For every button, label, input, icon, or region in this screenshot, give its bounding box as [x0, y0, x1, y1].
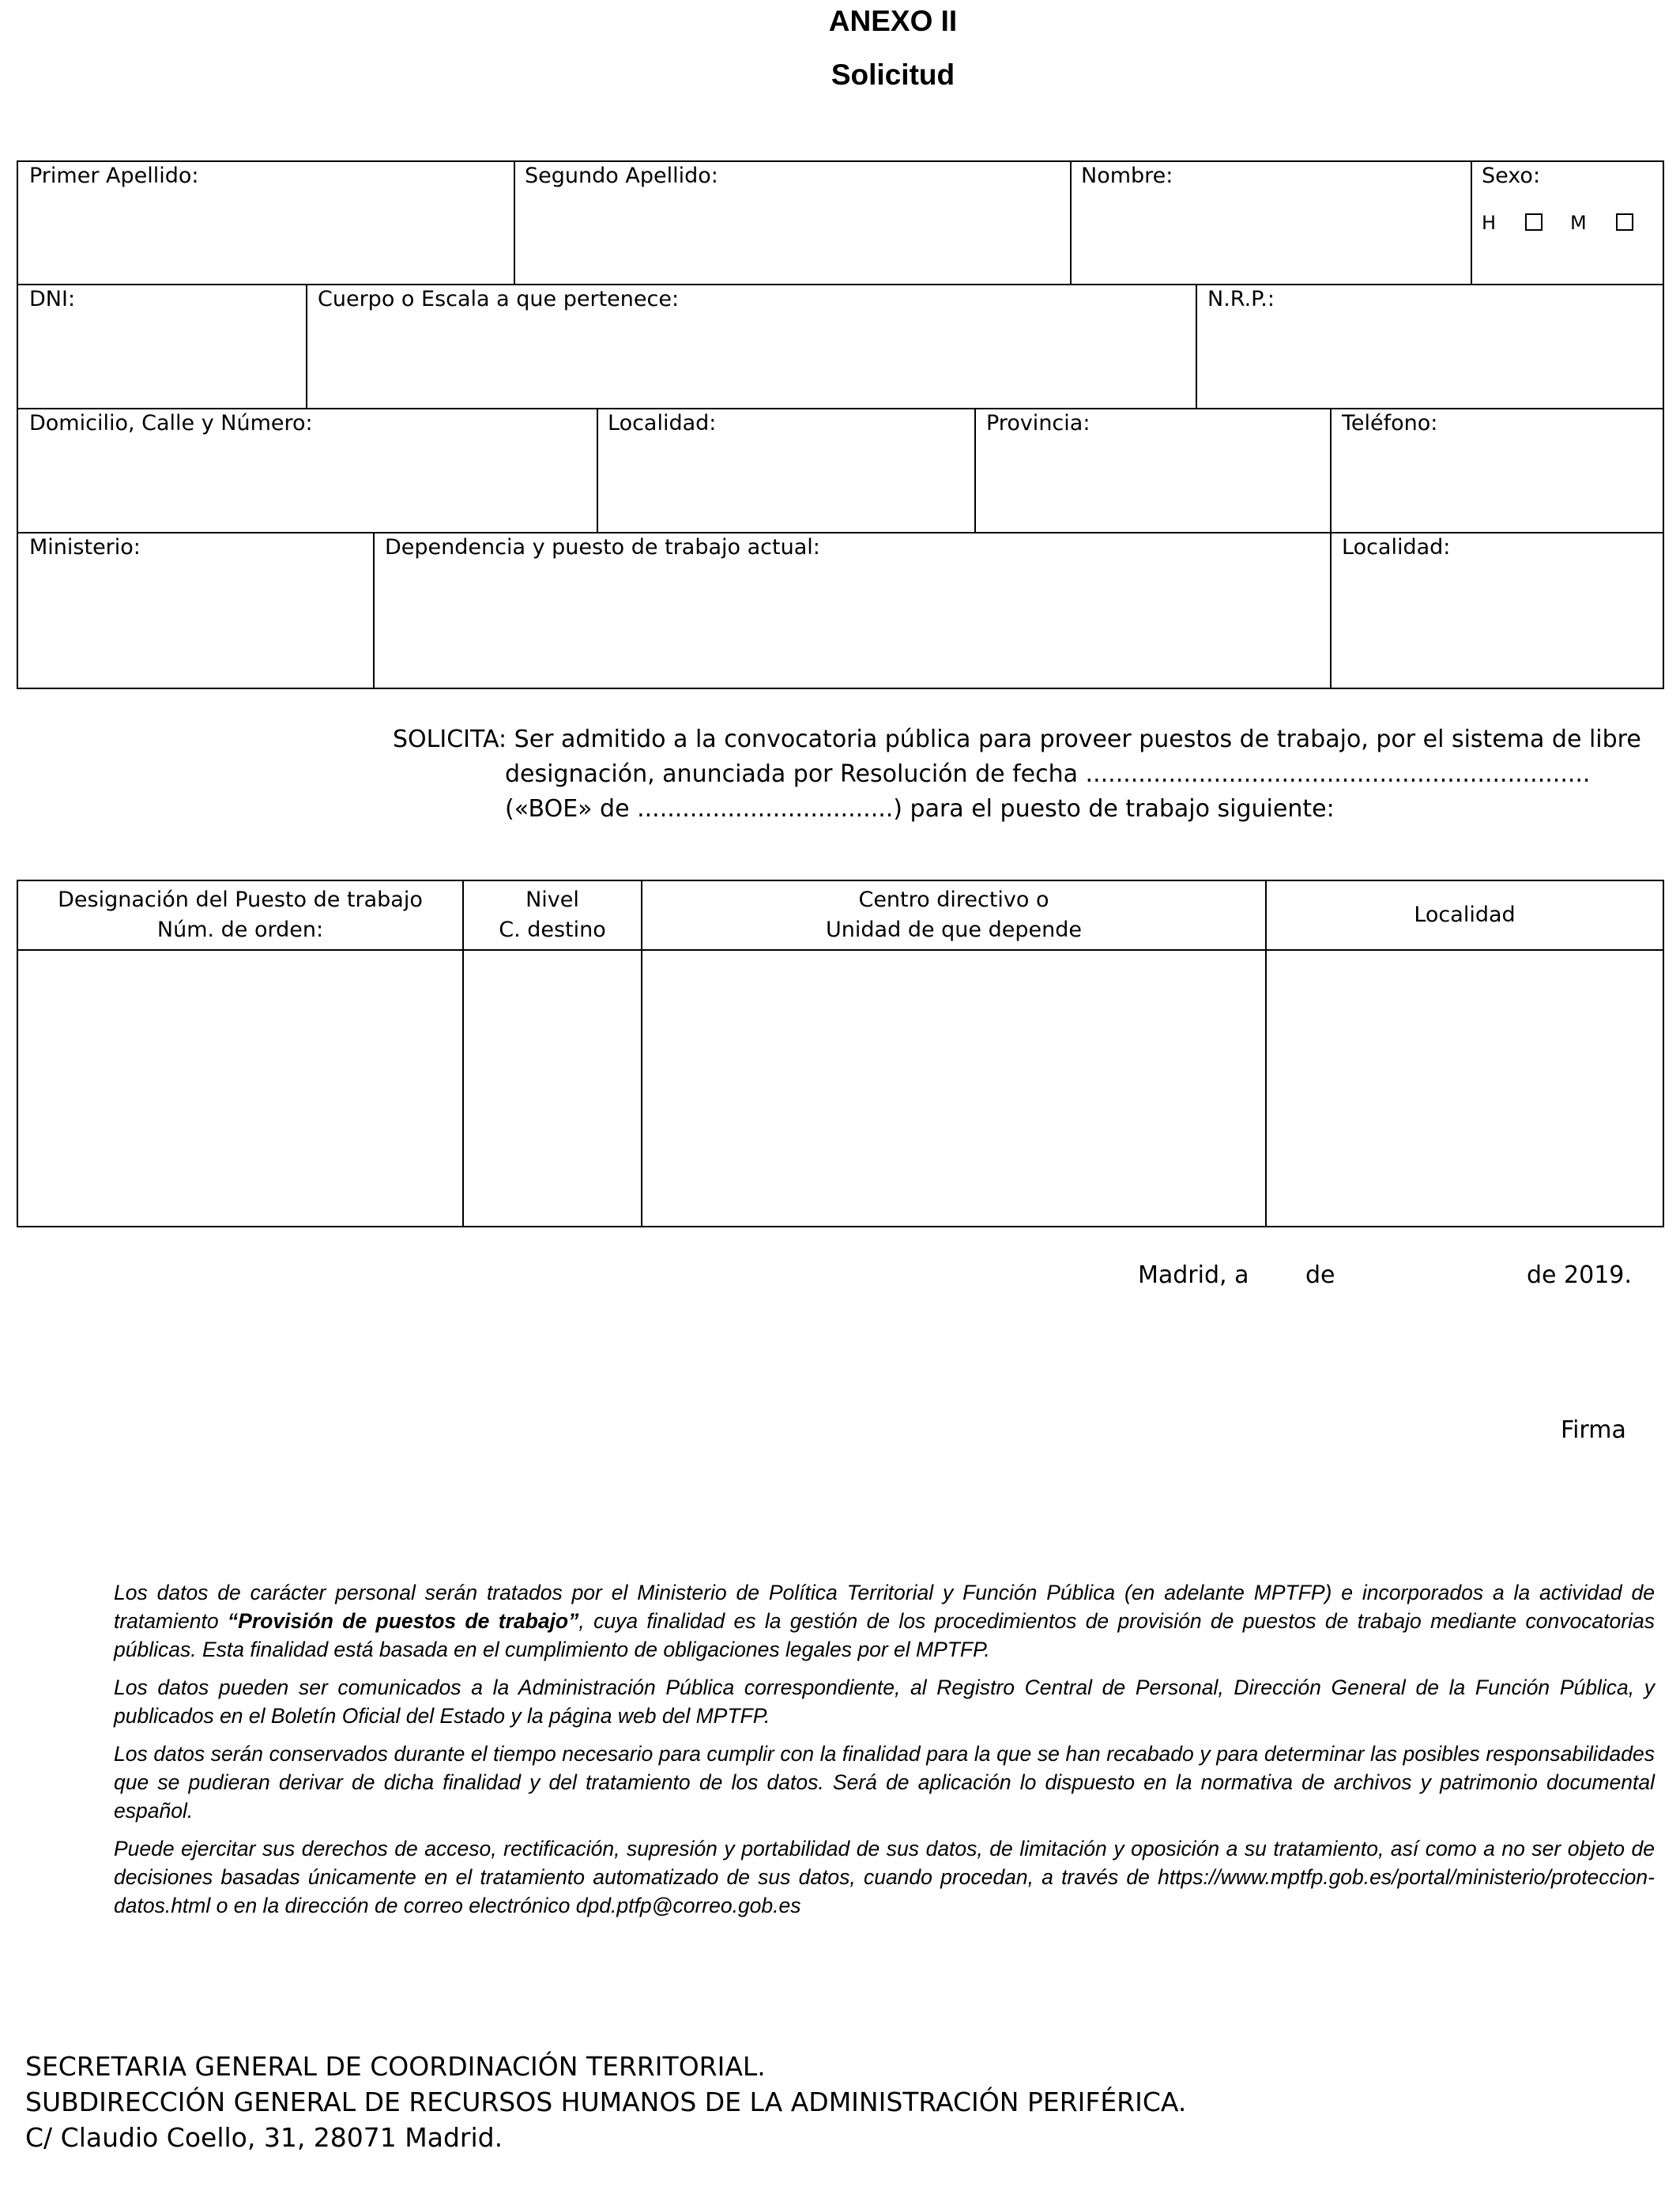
domicilio-field[interactable]: Domicilio, Calle y Número:: [29, 411, 313, 435]
col-divider: [514, 160, 515, 285]
solicita-line-1: SOLICITA: Ser admitido a la convocatoria pública para proveer puestos de trabajo, por el sistema de libre: [393, 726, 1641, 753]
privacy-p1-text-b: , cuya finalidad es la gestión de los procedimientos de provisión de puestos de trabajo mediante convocatorias públicas. Esta finalidad está basada en el cumplimiento de obligaciones legales por el MPTFP.: [114, 1609, 1655, 1661]
cell-centro[interactable]: [642, 951, 1265, 1226]
col-divider: [1471, 160, 1472, 285]
ministerio-field[interactable]: Ministerio:: [29, 535, 141, 560]
privacy-paragraph-4: Puede ejercitar sus derechos de acceso, rectificación, supresión y portabilidad de sus datos, de limitación y oposición a su tratamiento, así como a no ser objeto de decisiones basadas únicamente en el tratamiento automatizado de sus datos, cuando procedan, a través de https://www.mptfp.gob.es/portal/ministerio/proteccion-datos.html o en la dirección de correo electrónico dpd.ptfp@correo.gob.es: [114, 1837, 1655, 1917]
localidad-actual-field[interactable]: Localidad:: [1342, 535, 1451, 560]
privacy-p1-text-a: Los datos de carácter personal serán tratados por el Ministerio de Política Territorial y Función Pública (en adelante MPTFP) e incorporados a la actividad de tratamiento: [114, 1581, 1655, 1633]
col-divider: [1070, 160, 1072, 285]
row-divider: [17, 532, 1664, 533]
col-divider: [1330, 408, 1332, 533]
primer-apellido-field[interactable]: Primer Apellido:: [29, 164, 199, 188]
col1-line1: Designación del Puesto de trabajo: [58, 888, 423, 912]
privacy-paragraph-3: Los datos serán conservados durante el tiempo necesario para cumplir con la finalidad para la que se han recabado y para determinar las posibles responsabilidades que se pudieran derivar de dicha finalidad y del tratamiento de los datos. Será de aplicación lo dispuesto en la normativa de archivos y patrimonio documental español.: [114, 1742, 1655, 1823]
col-header-centro: [642, 885, 1265, 945]
solicita-line-2: designación, anunciada por Resolución de fecha ...................................................................: [505, 760, 1591, 788]
footer-line-3: C/ Claudio Coello, 31, 28071 Madrid.: [25, 2122, 503, 2153]
checkbox-m[interactable]: [1616, 213, 1633, 231]
date-de-label: de: [1305, 1261, 1335, 1289]
provincia-field[interactable]: Provincia:: [986, 411, 1090, 435]
privacy-notice: [114, 1578, 1655, 1929]
nombre-field[interactable]: Nombre:: [1081, 164, 1173, 188]
footer-line-1: SECRETARIA GENERAL DE COORDINACIÓN TERRITORIAL.: [25, 2051, 766, 2082]
place-date-label: Madrid, a: [1138, 1261, 1249, 1289]
page-title: Solicitud: [831, 58, 955, 91]
footer-line-2: SUBDIRECCIÓN GENERAL DE RECURSOS HUMANOS DE LA ADMINISTRACIÓN PERIFÉRICA.: [25, 2087, 1187, 2117]
segundo-apellido-field[interactable]: Segundo Apellido:: [525, 164, 718, 188]
row-divider: [17, 408, 1664, 409]
col-header-nivel: [464, 885, 641, 945]
col-divider: [597, 408, 598, 533]
sexo-m-option[interactable]: [1570, 212, 1633, 234]
dependencia-field[interactable]: Dependencia y puesto de trabajo actual:: [385, 535, 820, 560]
col-header-localidad: Localidad: [1414, 903, 1516, 927]
col-divider: [306, 284, 307, 409]
localidad-field[interactable]: Localidad:: [608, 411, 717, 435]
telefono-field[interactable]: Teléfono:: [1342, 411, 1438, 435]
cell-designacion[interactable]: [18, 951, 462, 1226]
sexo-label: Sexo:: [1482, 164, 1541, 188]
sexo-h-label: H: [1482, 212, 1497, 234]
sexo-m-label: M: [1570, 212, 1587, 234]
col3-line1: Centro directivo o: [858, 888, 1049, 912]
col2-line2: C. destino: [499, 918, 606, 942]
row-divider: [17, 284, 1664, 285]
privacy-paragraph-2: Los datos pueden ser comunicados a la Administración Pública correspondiente, al Registro Central de Personal, Dirección General de la Función Pública, y publicados en el Boletín Oficial del Estado y la página web del MPTFP.: [114, 1676, 1655, 1728]
cell-localidad[interactable]: [1267, 951, 1663, 1226]
col-divider: [373, 532, 375, 689]
col-divider: [974, 408, 976, 533]
footer-address: [25, 2049, 1186, 2155]
col-divider: [1196, 284, 1197, 409]
cell-nivel[interactable]: [464, 951, 641, 1226]
col-divider: [1330, 532, 1332, 689]
sexo-h-option[interactable]: [1482, 212, 1543, 234]
checkbox-h[interactable]: [1525, 213, 1543, 231]
privacy-p1-bold: “Provisión de puestos de trabajo”: [227, 1609, 579, 1633]
date-year-label: de 2019.: [1527, 1261, 1632, 1289]
nrp-field[interactable]: N.R.P.:: [1207, 287, 1275, 311]
privacy-paragraph-1: [114, 1578, 1655, 1664]
annex-heading: ANEXO II: [828, 5, 958, 37]
dni-field[interactable]: DNI:: [29, 287, 76, 311]
signature-label: Firma: [1561, 1416, 1626, 1444]
solicita-line-3: («BOE» de ..................................) para el puesto de trabajo siguiente:: [505, 795, 1335, 823]
col2-line1: Nivel: [525, 888, 579, 912]
col1-line2: Núm. de orden:: [156, 918, 324, 942]
col3-line2: Unidad de que depende: [826, 918, 1082, 942]
col-header-designacion: [18, 885, 462, 945]
cuerpo-field[interactable]: Cuerpo o Escala a que pertenece:: [318, 287, 680, 311]
